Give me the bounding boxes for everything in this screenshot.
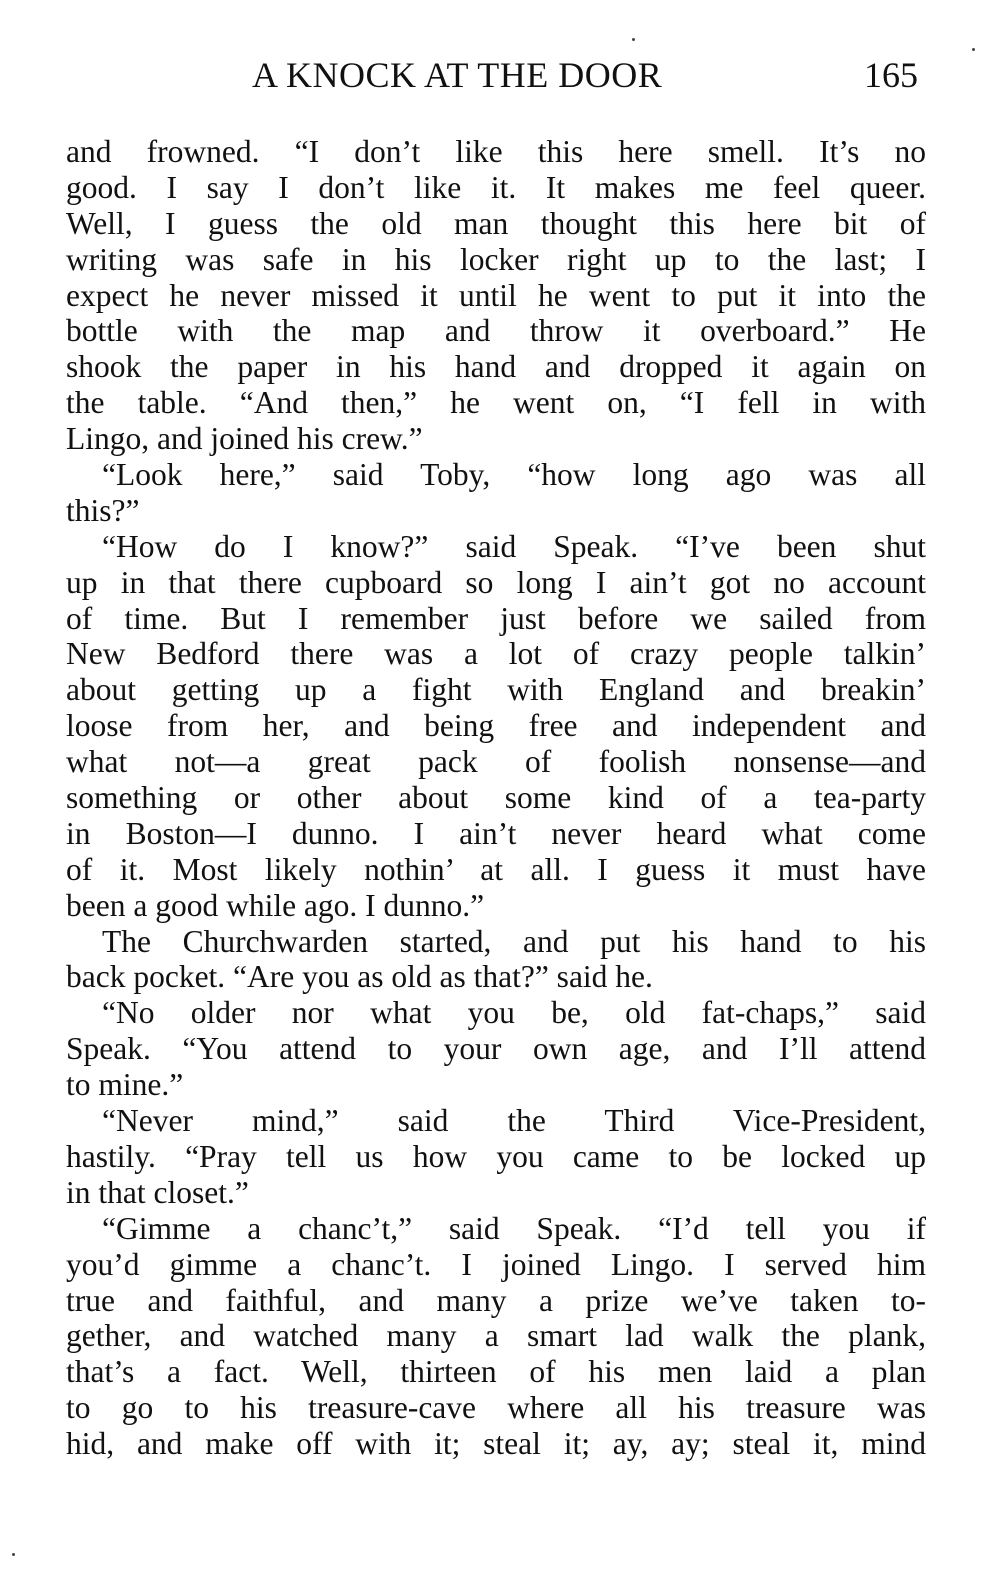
text-line: to mine.” [66, 1067, 184, 1103]
text-line: shook the paper in his hand and dropped it again on [66, 349, 926, 385]
text-line: up in that there cupboard so long I ain’t got no account [66, 564, 926, 600]
text-line: “Look here,” said Toby, “how long ago was all [102, 457, 926, 493]
chapter-title: A KNOCK AT THE DOOR [252, 55, 663, 95]
text-line: Speak. “You attend to your own age, and I’ll attend [66, 1031, 926, 1067]
text-line: hid, and make off with it; steal it; ay, ay; steal it, mind [66, 1426, 926, 1462]
text-line: what not—a great pack of foolish nonsense—and [66, 744, 926, 780]
text-line: true and faithful, and many a prize we’ve taken to- [66, 1282, 926, 1318]
text-line: something or other about some kind of a tea-party [66, 780, 926, 816]
text-line: New Bedford there was a lot of crazy people talkin’ [66, 636, 926, 672]
text-line: hastily. “Pray tell us how you came to be locked up [66, 1138, 926, 1174]
running-head [66, 52, 924, 98]
print-speck [972, 48, 975, 51]
text-line: expect he never missed it until he went to put it into the [66, 277, 926, 313]
text-line: good. I say I don’t like it. It makes me feel queer. [66, 169, 926, 205]
text-line: The Churchwarden started, and put his hand to his [102, 923, 926, 959]
text-line: that’s a fact. Well, thirteen of his men laid a plan [66, 1354, 926, 1390]
text-line: “Never mind,” said the Third Vice-President, [102, 1103, 926, 1139]
text-line: about getting up a fight with England and breakin’ [66, 672, 926, 708]
text-line: and frowned. “I don’t like this here smell. It’s no [66, 134, 926, 169]
text-line: back pocket. “Are you as old as that?” said he. [66, 959, 653, 995]
print-speck [12, 1553, 15, 1556]
text-line: this?” [66, 492, 140, 528]
text-line: “No older nor what you be, old fat-chaps,” said [102, 995, 926, 1031]
body-text [66, 134, 926, 1462]
text-line: loose from her, and being free and independent and [66, 708, 926, 744]
text-line: in that closet.” [66, 1174, 249, 1210]
text-line: of time. But I remember just before we sailed from [66, 600, 926, 636]
text-line: you’d gimme a chanc’t. I joined Lingo. I served him [66, 1246, 926, 1282]
text-line: “How do I know?” said Speak. “I’ve been shut [102, 528, 926, 564]
text-line: “Gimme a chanc’t,” said Speak. “I’d tell you if [102, 1210, 926, 1246]
text-line: Well, I guess the old man thought this here bit of [66, 205, 926, 241]
text-line: Lingo, and joined his crew.” [66, 421, 423, 457]
text-line: the table. “And then,” he went on, “I fell in with [66, 385, 926, 421]
text-line: in Boston—I dunno. I ain’t never heard what come [66, 815, 926, 851]
text-line: gether, and watched many a smart lad walk the plank, [66, 1318, 926, 1354]
text-line: writing was safe in his locker right up to the last; I [66, 241, 926, 277]
page-number: 165 [864, 55, 918, 95]
text-line: bottle with the map and throw it overboard.” He [66, 313, 926, 349]
text-line: been a good while ago. I dunno.” [66, 887, 485, 923]
print-speck [632, 38, 635, 41]
text-line: of it. Most likely nothin’ at all. I guess it must have [66, 851, 926, 887]
text-line: to go to his treasure-cave where all his treasure was [66, 1390, 926, 1426]
